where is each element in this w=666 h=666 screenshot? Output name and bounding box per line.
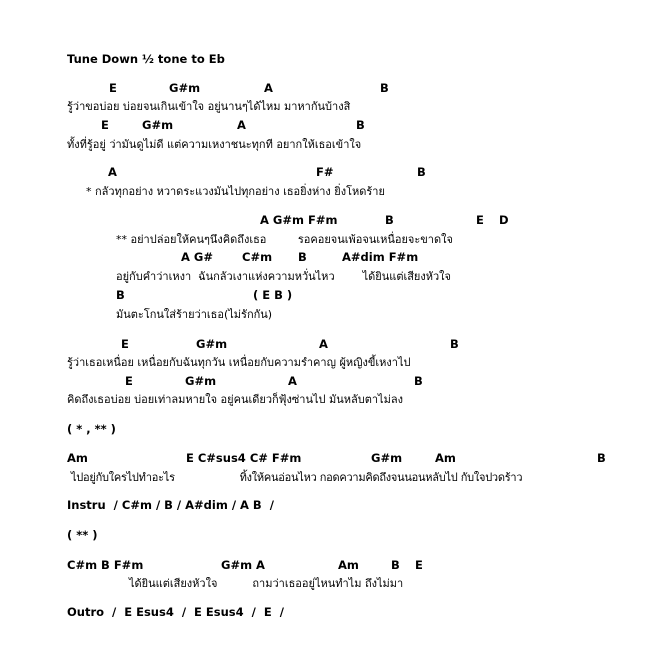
chord: A G# [181, 250, 213, 264]
chord: B [116, 288, 125, 302]
chord-line [0, 167, 666, 181]
chord: Am [67, 451, 88, 465]
chord-line [0, 290, 666, 304]
repeat-marker: ( ** ) [67, 528, 98, 542]
lyric-line: * กลัวทุกอย่าง หวาดระแวงมันไปทุกอย่าง เธอยิ่งห่าง ยิ่งโหดร้าย [86, 185, 385, 198]
chord: B [356, 118, 365, 132]
chord: Am [338, 558, 359, 572]
chord: F# [316, 165, 334, 179]
chord: A [108, 165, 117, 179]
lyric-line: อยู่กับคำว่าเหงา ฉันกลัวเงาแห่งความหวั่นไหว ได้ยินแต่เสียงหัวใจ [116, 270, 451, 283]
chord: B [417, 165, 426, 179]
chord: B [414, 374, 423, 388]
chord: A#dim F#m [342, 250, 419, 264]
chord: B [597, 451, 606, 465]
chord: G#m A [221, 558, 265, 572]
chord: Am [435, 451, 456, 465]
chord: G#m [196, 337, 228, 351]
chord: A [288, 374, 297, 388]
instrumental-line: Instru / C#m / B / A#dim / A B / [67, 498, 274, 512]
chord: ( E B ) [253, 288, 293, 302]
chord-line [0, 83, 666, 97]
repeat-marker: ( * , ** ) [67, 422, 116, 436]
chord: B [391, 558, 400, 572]
chord: E C#sus4 C# F#m [186, 451, 302, 465]
chord: B [298, 250, 307, 264]
chord: A G#m F#m [260, 213, 338, 227]
chord: E [476, 213, 484, 227]
chord: E [125, 374, 133, 388]
lyric-line: ได้ยินแต่เสียงหัวใจ ถามว่าเธออยู่ไหนทำไม ถึงไม่มา [129, 577, 404, 590]
chord: G#m [142, 118, 174, 132]
chord: E [415, 558, 423, 572]
chord: G#m [185, 374, 217, 388]
chord: G#m [371, 451, 403, 465]
chord: D [499, 213, 509, 227]
lyric-line: มันตะโกนใส่ร้ายว่าเธอ(ไม่รักกัน) [116, 308, 273, 321]
lyric-line: ไปอยู่กับใครไปทำอะไร ทิ้งให้คนอ่อนไหว กอดความคิดถึงจนนอนหลับไป กับใจปวดร้าว [71, 471, 523, 484]
outro-line: Outro / E Esus4 / E Esus4 / E / [67, 605, 284, 619]
chord: A [319, 337, 328, 351]
lyric-line: รู้ว่าขอบ่อย บ่อยจนเกินเข้าใจ อยู่นานๆได้ไหม มาหากันบ้างสิ [67, 100, 351, 113]
chord: C#m [242, 250, 273, 264]
lyric-line: คิดถึงเธอบ่อย บ่อยเท่าลมหายใจ อยู่คนเดียวก็ฟุ้งซ่านไป มันหลับตาไม่ลง [67, 393, 403, 406]
chord-line [0, 453, 666, 467]
chord: E [109, 81, 117, 95]
lyric-line: ** อย่าปล่อยให้คนๆนึงคิดถึงเธอ รอคอยจนเพ้อจนเหนื่อยจะขาดใจ [116, 233, 453, 246]
chord: E [121, 337, 129, 351]
chord: E [101, 118, 109, 132]
chord: B [450, 337, 459, 351]
chord-line [0, 252, 666, 266]
chord: B [380, 81, 389, 95]
chord: G#m [169, 81, 201, 95]
chord: A [264, 81, 273, 95]
song-key-note: Tune Down ½ tone to Eb [67, 52, 225, 66]
chord-line [0, 120, 666, 134]
lyric-line: รู้ว่าเธอเหนื่อย เหนื่อยกับฉันทุกวัน เหนื่อยกับความรำคาญ ผู้หญิงขี้เหงาไป [67, 356, 411, 369]
chord-line [0, 376, 666, 390]
chord-line [0, 339, 666, 353]
lyric-line: ทั้งที่รู้อยู่ ว่ามันดูไม่ดี แต่ความเหงาชนะทุกที อยากให้เธอเข้าใจ [67, 138, 362, 151]
chord: A [237, 118, 246, 132]
chord-line [0, 560, 666, 574]
chord-line [0, 215, 666, 229]
chord: B [385, 213, 394, 227]
chord: C#m B F#m [67, 558, 144, 572]
